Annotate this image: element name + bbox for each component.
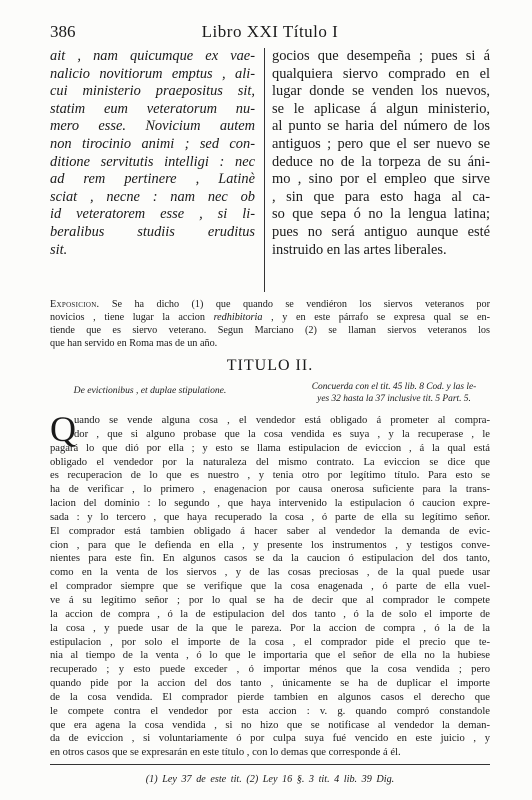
latin-line: id veteratorem esse , si li- [50,206,255,223]
body-line: sada : y lo tercero , que haya recuperado la cosa , ó parte de ella su legítimo señor. [50,511,490,523]
section-title: TITULO II. [226,357,314,374]
running-title: Libro XXI Título I [201,22,339,41]
body-line: que era agena la cosa vendida , si no hizo que se notificase al vendedor la deman- [50,719,490,731]
body-line: el comprador siempre que se verifique que la cosa enagenada , ó parte de ella vuel- [50,581,490,593]
latin-column [50,48,255,259]
body-line: la accion de compra , ó la de estipulacion del dos tanto , ó la de solo el importe de [50,608,490,620]
body-line: es recuperacion de lo que es nuestro , y tenia otro por legítimo título. Para esto se [50,470,490,482]
latin-line: ditione servitutis intelligi : nec [50,153,255,170]
body-paragraph [50,409,490,760]
body-line: estipulacion , por solo el importe de la cosa , el comprador pide el precio que te- [50,636,490,648]
body-line: en otros casos que se expresarán en este título , con lo demas que corresponde á él. [50,747,401,759]
spanish-line: al punto se haria del número de los [272,118,490,135]
latin-line: non tirocinio animi ; sed con- [50,135,255,152]
latin-rubric: De evictionibus , et duplae stipulatione. [73,385,227,396]
body-line: pagará lo que dió por ella ; y esto se llama estipulacion de eviccion , á la qual está [50,442,490,454]
running-header [50,22,490,44]
page-number: 386 [50,22,76,41]
exposition-label: Exposicion. [50,299,100,310]
latin-line: ad rem pertinere , Latinè [50,171,255,188]
body-line: la cosa , y puede usar de la que le pareza. Por la accion de compra , ó la de la [50,622,490,634]
exposition-line: novicios , tiene lugar la accion redhibitoria , y en este párrafo se expresa qual se en- [50,312,490,323]
spanish-line: qualquiera siervo comprado en el [272,65,490,82]
body-line: uando se vende alguna cosa , el vendedor está obligado á prometer al compra- [74,415,490,426]
exposition-line: que han servido en Roma mas de un año. [50,338,218,349]
spanish-line: mo , sino por el empleo que sirve [272,171,490,188]
body-line: como en la venta de los siervos , y de las cosas preciosas , de la qual puede usar [50,567,490,579]
spanish-line: pues no será antiguo aunque esté [272,223,490,240]
body-line: da de eviccion , si voluntariamente ó por culpa suya fué vencido en este juicio , y [50,733,490,745]
body-line: ha de verificar , lo primero , enagenacion por causa onerosa suficiente para la trans- [50,484,490,496]
book-page [50,22,490,785]
exposition-paragraph [50,298,490,350]
body-line: lacion del dominio : lo segundo , que haya intervenido la estipulacion ó caucion expre- [50,498,490,510]
latin-line: sit. [50,241,68,258]
body-line: El comprador está tambien obligado á hacer saber al vendedor la demanda de evic- [50,525,490,537]
footnote-divider [50,764,490,765]
exposition-line: Exposicion. Se ha dicho (1) que quando se vendiéron los siervos veteranos por [50,299,490,310]
body-line: nia al tiempo de la venta , ó lo que le importaria que el señor de ella no la hubiese [50,650,490,662]
body-line: recuperado ; y esto puede exceder , ó importar ménos que la cosa vendida ; pero [50,664,490,676]
exposition-line: tiende que es siervo veterano. Segun Marciano (2) se llaman siervos veteranos los [50,325,490,336]
latin-line: statim eum veteratorum nu- [50,100,255,117]
spanish-line: instruido en las artes liberales. [272,241,447,258]
spanish-column [272,48,490,259]
body-line: dor , que si alguno probase que la cosa vendida es suya , y la recuperase , le [74,428,490,440]
body-line: nientes para este fin. En algunos casos se da la caucion ó estipulacion del dos tanto, [50,553,490,565]
column-divider [264,48,265,292]
drop-cap: Q [50,409,76,449]
spanish-line: se le aplicase á algun ministerio, [272,100,490,117]
latin-line: sciat , necne : nam nec ob [50,188,255,205]
latin-line: nalicio novitiorum emptus , ali- [50,65,255,82]
concordance-note: Concuerda con el tit. 45 lib. 8 Cod. y las le- yes 32 hasta la 37 inclusive tit. 5 Part. 5. [311,382,477,404]
latin-line: cui ministerio praepositus sit, [50,83,255,100]
spanish-line: so que sepa ó no la lengua latina; [272,206,490,223]
latin-line: ait , nam quicumque ex vae- [50,48,255,64]
spanish-line: , sin que para esto haga al ca- [272,188,490,205]
latin-line: mero esse. Novicium autem [50,118,255,135]
footnotes: (1) Ley 37 de este tit. (2) Ley 16 §. 3 tit. 4 lib. 39 Dig. [145,774,395,785]
body-line: quando pide por la accion del dos tanto , únicamente se ha de duplicar el importe [50,678,490,690]
spanish-line: lugar donde se venden los nuevos, [272,83,490,100]
latin-line: beralibus studiis eruditus [50,223,255,240]
body-line: de la cosa vendida. El comprador pierde tambien en algunos casos el derecho que [50,691,490,703]
italic-term: redhibitoria [213,312,263,323]
body-line: obligado el vendedor por la naturaleza del mismo contrato. La eviccion se dice que [50,456,490,468]
body-line: le compete contra el vendedor por esta accion : v. g. quando compró constandole [50,705,490,717]
parallel-columns [50,48,490,302]
body-line: cion , para que le defienda en ella , y presente los instrumentos , y testigos conve- [50,539,490,551]
spanish-line: deduce no de la torpeza de su áni- [272,153,490,170]
spanish-line: gocios que desempeña ; pues si á [272,48,490,64]
body-line: ve á su legítimo señor ; por lo qual se ha de decir que al comprador le compete [50,594,490,606]
spanish-line: antiguos ; pero que el ser nuevo se [272,135,490,152]
